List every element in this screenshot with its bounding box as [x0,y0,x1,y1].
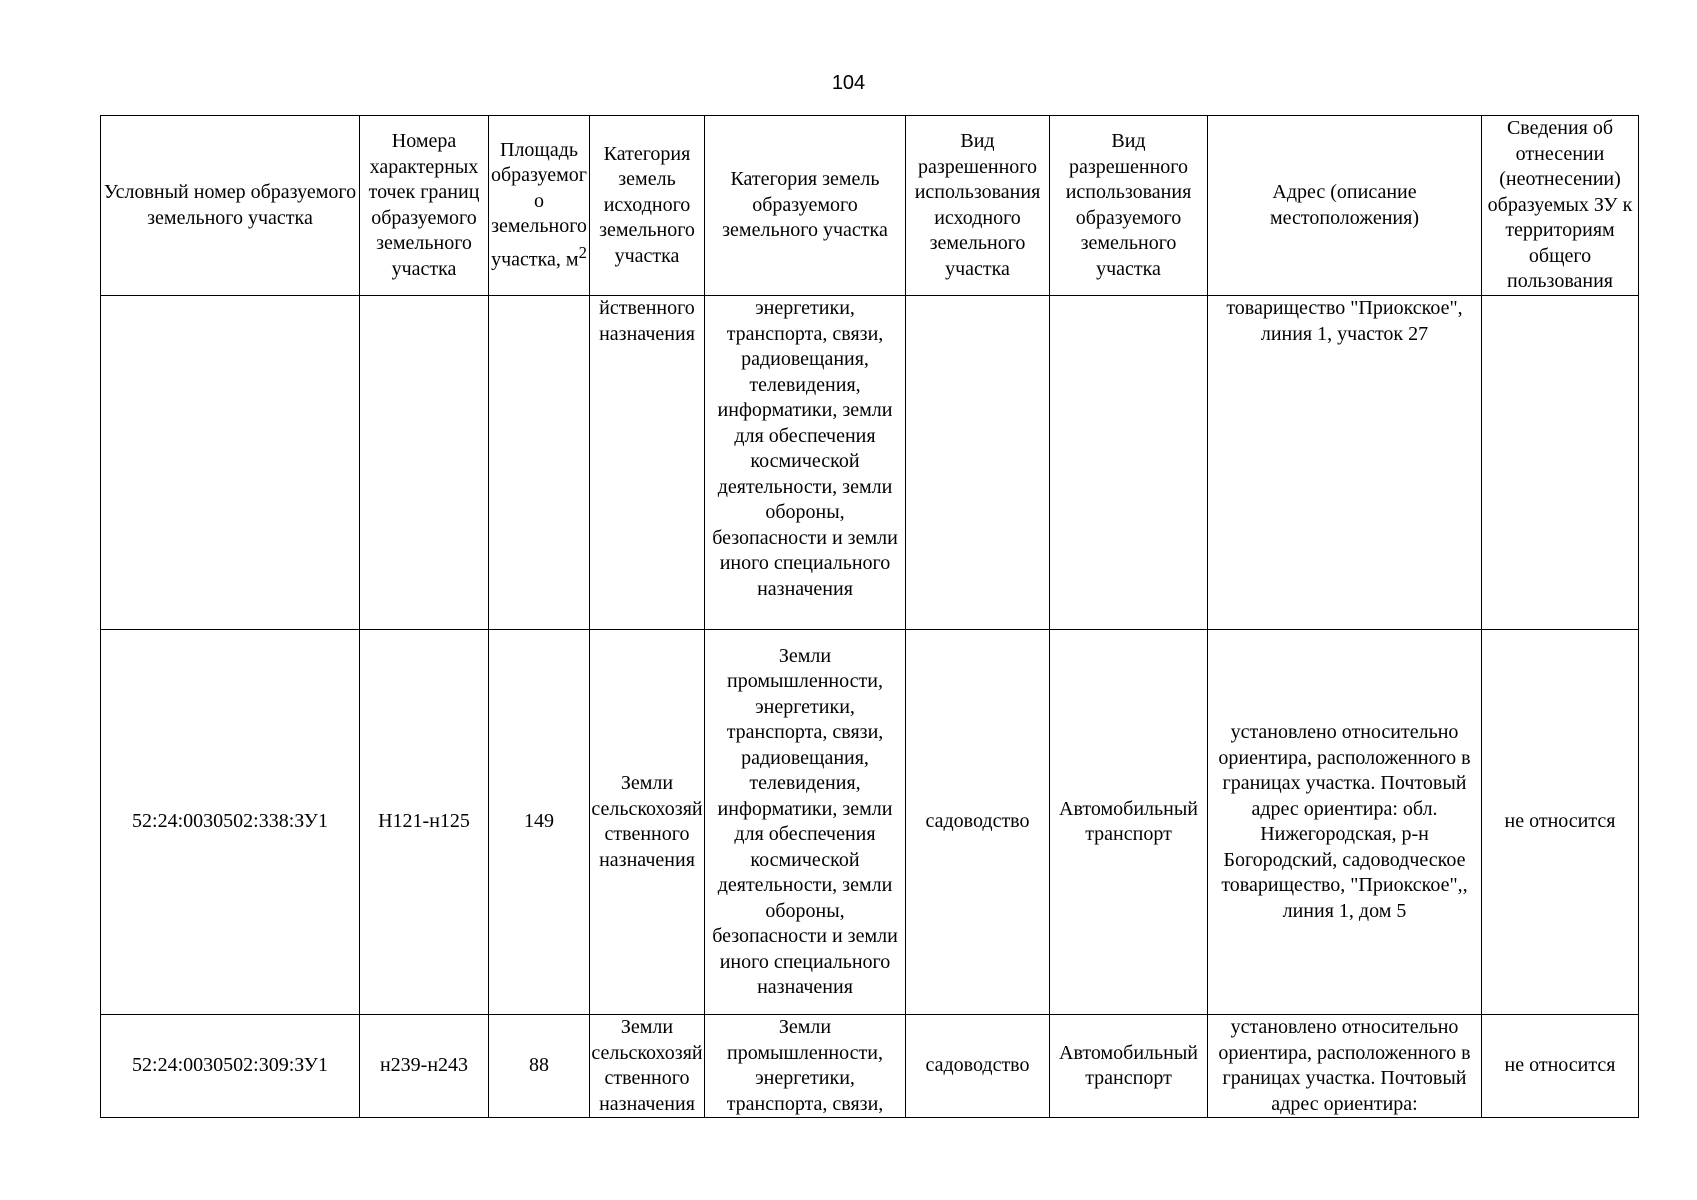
cell-public-use [1482,296,1639,630]
page-number: 104 [831,72,866,94]
cell-target-category: энергетики, транспорта, связи, радиовещания, телевидения, информатики, земли для обеспечения космической деятельности, земли обороны, безопасности и земли иного специального назначения [705,296,906,630]
land-plots-table [100,115,1639,1118]
table-row [101,296,1639,630]
cell-boundary-points [360,296,489,630]
cell-source-use: садоводство [906,630,1050,1015]
header-area-sup: 2 [578,242,587,262]
cell-plot-number: 52:24:0030502:338:ЗУ1 [101,630,360,1015]
header-area-text: Площадь образуемого земельного участка, м [490,138,587,271]
cell-area: 88 [489,1015,590,1118]
cell-source-category: Земли сельскохозяйственного назначения [590,630,705,1015]
cell-source-category: йственного назначения [590,296,705,630]
header-boundary-points: Номера характерных точек границ образуемого земельного участка [360,116,489,296]
cell-plot-number: 52:24:0030502:309:ЗУ1 [101,1015,360,1118]
header-address: Адрес (описание местоположения) [1208,116,1482,296]
cell-target-category: Земли промышленности, энергетики, транспорта, связи, [705,1015,906,1118]
cell-area [489,296,590,630]
header-plot-number: Условный номер образуемого земельного участка [101,116,360,296]
cell-address: товарищество "Приокское", линия 1, участок 27 [1208,296,1482,630]
header-source-use: Вид разрешенного использования исходного земельного участка [906,116,1050,296]
header-target-use: Вид разрешенного использования образуемого земельного участка [1050,116,1208,296]
cell-address: установлено относительно ориентира, расположенного в границах участка. Почтовый адрес ориентира: обл. Нижегородская, р-н Богородский, садоводческое товарищество, "Приокское",, линия 1, дом 5 [1208,630,1482,1015]
cell-source-use: садоводство [906,1015,1050,1118]
cell-address: установлено относительно ориентира, расположенного в границах участка. Почтовый адрес ориентира: [1208,1015,1482,1118]
cell-target-use: Автомобильный транспорт [1050,1015,1208,1118]
header-area [489,116,590,296]
table-row [101,1015,1639,1118]
cell-boundary-points: н239-н243 [360,1015,489,1118]
cell-area: 149 [489,630,590,1015]
cell-source-category: Земли сельскохозяйственного назначения [590,1015,705,1118]
cell-target-use [1050,296,1208,630]
header-source-category: Категория земель исходного земельного участка [590,116,705,296]
table-header-row [101,116,1639,296]
cell-public-use: не относится [1482,630,1639,1015]
cell-boundary-points: Н121-н125 [360,630,489,1015]
cell-source-use [906,296,1050,630]
table-row [101,630,1639,1015]
cell-plot-number [101,296,360,630]
header-public-use: Сведения об отнесении (неотнесении) образуемых ЗУ к территориям общего пользования [1482,116,1639,296]
cell-target-category: Земли промышленности, энергетики, транспорта, связи, радиовещания, телевидения, информатики, земли для обеспечения космической деятельности, земли обороны, безопасности и земли иного специального назначения [705,630,906,1015]
cell-target-use: Автомобильный транспорт [1050,630,1208,1015]
cell-public-use: не относится [1482,1015,1639,1118]
header-target-category: Категория земель образуемого земельного участка [705,116,906,296]
